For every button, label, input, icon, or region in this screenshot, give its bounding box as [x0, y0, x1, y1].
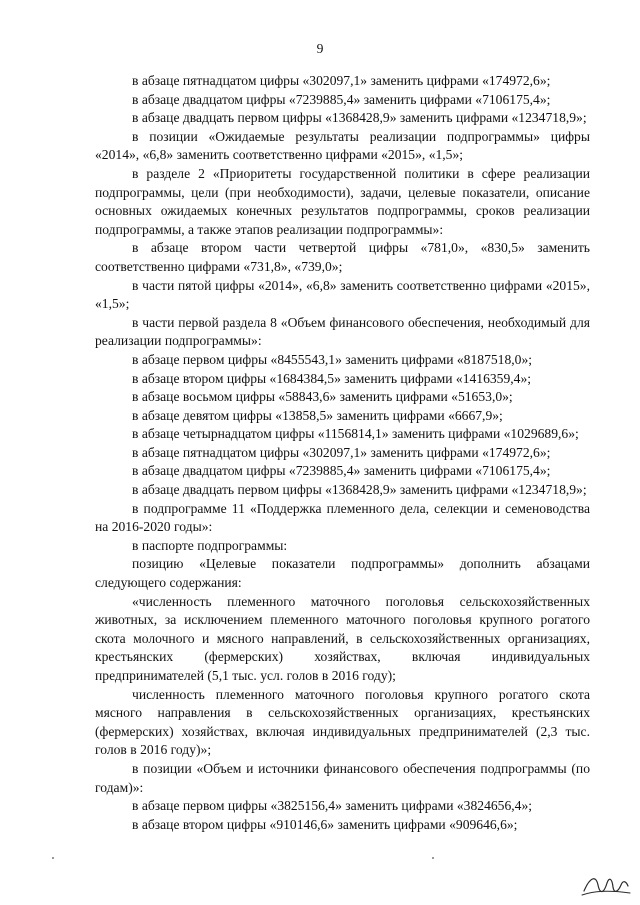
document-body [95, 72, 590, 834]
paragraph: в абзаце втором цифры «1684384,5» заменить цифрами «1416359,4»; [132, 370, 532, 386]
paragraph: в абзаце девятом цифры «13858,5» заменить цифрами «6667,9»; [132, 407, 503, 423]
paragraph: в абзаце восьмом цифры «58843,6» заменить цифрами «51653,0»; [132, 389, 513, 405]
scan-speck [52, 857, 54, 859]
paragraph: в абзаце двадцать первом цифры «1368428,9» заменить цифрами «1234718,9»; [132, 110, 587, 126]
paragraph: в абзаце двадцатом цифры «7239885,4» заменить цифрами «7106175,4»; [132, 91, 551, 107]
paragraph: в части первой раздела 8 «Объем финансового обеспечения, необходимый для реализации подпрограммы»: [95, 314, 590, 349]
paragraph: в паспорте подпрограммы: [132, 537, 288, 553]
page-number: 9 [316, 41, 324, 56]
paragraph: в позиции «Объем и источники финансового обеспечения подпрограммы (по годам)»: [95, 760, 590, 795]
paragraph: в части пятой цифры «2014», «6,8» заменить соответственно цифрами «2015», «1,5»; [95, 277, 590, 312]
handwritten-signature [580, 867, 632, 901]
paragraph: в абзаце пятнадцатом цифры «302097,1» заменить цифрами «174972,6»; [132, 73, 551, 88]
paragraph: в позиции «Ожидаемые результаты реализации подпрограммы» цифры «2014», «6,8» заменить соответственно цифрами «2015», «1,5»; [95, 128, 590, 163]
paragraph: в абзаце пятнадцатом цифры «302097,1» заменить цифрами «174972,6»; [132, 444, 551, 460]
paragraph: численность племенного маточного поголовья крупного рогатого скота мясного направления в сельскохозяйственных организациях, крестьянских (фермерских) хозяйствах, включая индивидуальных предпринимателей (2,3 тыс. голов в 2016 году)»; [95, 686, 590, 758]
paragraph: в разделе 2 «Приоритеты государственной политики в сфере реализации подпрограммы, цели (при необходимости), задачи, целевые показатели, описание основных ожидаемых конечных результатов подпрограммы, сроков реализации подпрограммы, а также этапов реализации подпрограммы»: [95, 165, 590, 237]
paragraph: в абзаце втором цифры «910146,6» заменить цифрами «909646,6»; [132, 816, 518, 832]
paragraph: в абзаце втором части четвертой цифры «781,0», «830,5» заменить соответственно цифрами «731,8», «739,0»; [95, 240, 590, 274]
paragraph: в подпрограмме 11 «Поддержка племенного дела, селекции и семеноводства на 2016-2020 годы»: [95, 500, 590, 535]
paragraph: в абзаце четырнадцатом цифры «1156814,1» заменить цифрами «1029689,6»; [132, 426, 579, 442]
paragraph: в абзаце двадцатом цифры «7239885,4» заменить цифрами «7106175,4»; [132, 463, 551, 479]
paragraph: позицию «Целевые показатели подпрограммы» дополнить абзацами следующего содержания: [95, 556, 590, 591]
paragraph: в абзаце двадцать первом цифры «1368428,9» заменить цифрами «1234718,9»; [132, 482, 587, 498]
paragraph: в абзаце первом цифры «8455543,1» заменить цифрами «8187518,0»; [132, 351, 533, 367]
paragraph: в абзаце первом цифры «3825156,4» заменить цифрами «3824656,4»; [132, 798, 533, 814]
paragraph: «численность племенного маточного поголовья сельскохозяйственных животных, за исключением племенного маточного поголовья крупного рогатого скота молочного и мясного направлений, в сельскохозяйственных организациях, крестьянских (фермерских) хозяйствах, включая индивидуальных предпринимателей (5,1 тыс. усл. голов в 2016 году); [95, 593, 590, 683]
scan-speck [432, 857, 434, 859]
